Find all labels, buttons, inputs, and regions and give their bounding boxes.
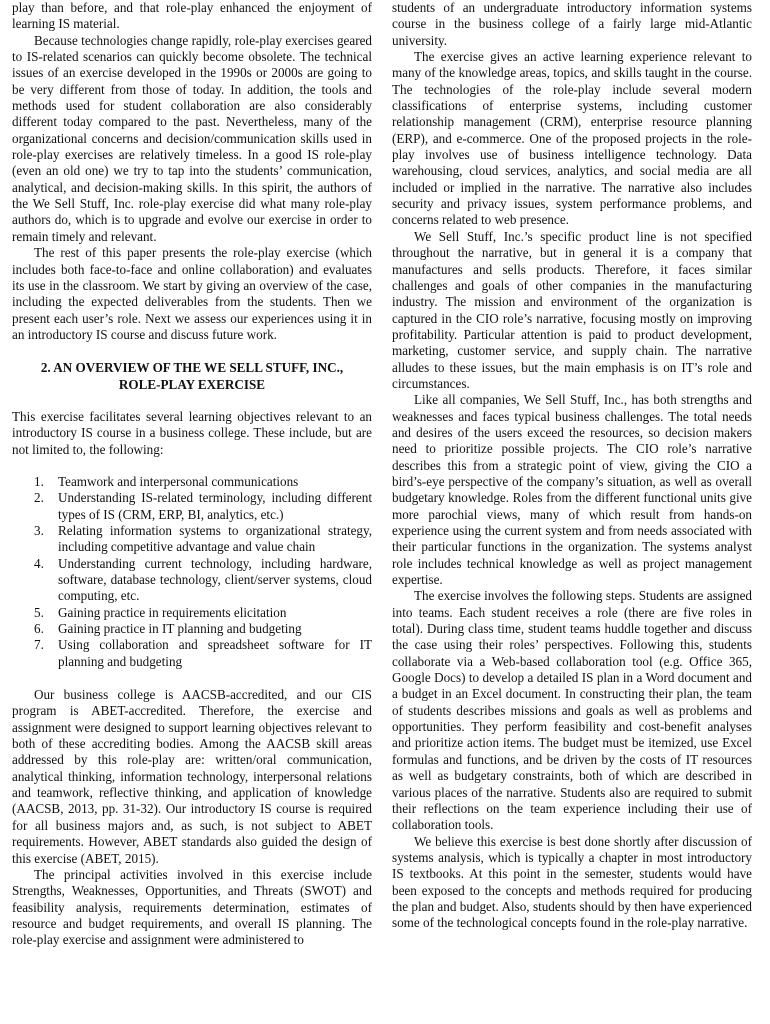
list-text: Teamwork and interpersonal communications xyxy=(58,473,299,489)
paragraph: Like all companies, We Sell Stuff, Inc., has both strengths and weaknesses and faces typical business challenges. The total needs and desires of the users exceed the resources, so decision makers need to prioritize possible projects. The CIO role’s narrative describes this from a strategic point of view, giving the CIO a bird’s-eye perspective of the company’s situation, as well as overall budgetary knowledge. Roles from the different functional units give more parochial views, many of which result from hands-on experience using the current system and from needs associated with their particular functions in the organization. The systems analyst role includes technical knowledge as well as project management expertise. xyxy=(392,392,752,588)
section-heading xyxy=(12,360,372,393)
right-column xyxy=(392,0,752,932)
list-number: 4. xyxy=(34,555,44,571)
list-number: 3. xyxy=(34,522,44,538)
list-item xyxy=(12,474,372,490)
list-item xyxy=(12,637,372,670)
paragraph: The rest of this paper presents the role-play exercise (which includes both face-to-face and online collaboration) and evaluates its use in the classroom. We start by giving an overview of the case, including the expected deliverables from the students. Then we present each user’s role. Next we assess our experiences using it in an introductory IS course and discuss future work. xyxy=(12,245,372,342)
list-text: Gaining practice in requirements elicitation xyxy=(58,604,287,620)
list-item xyxy=(12,621,372,637)
list-text: Using collaboration and spreadsheet software for IT planning and budgeting xyxy=(58,637,372,669)
learning-objectives-list xyxy=(12,474,372,670)
section-heading-line-1: 2. AN OVERVIEW OF THE WE SELL STUFF, INC., xyxy=(40,360,344,376)
paragraph: This exercise facilitates several learning objectives relevant to an introductory IS course in a business college. These include, but are not limited to, the following: xyxy=(12,408,372,457)
list-number: 1. xyxy=(34,473,44,489)
list-item xyxy=(12,523,372,556)
list-text: Understanding IS-related terminology, including different types of IS (CRM, ERP, BI, analytics, etc.) xyxy=(58,490,372,522)
list-item xyxy=(12,605,372,621)
section-heading-line-2: ROLE-PLAY EXERCISE xyxy=(118,376,266,392)
list-text: Relating information systems to organizational strategy, including competitive advantage and value chain xyxy=(58,522,372,555)
list-text: Gaining practice in IT planning and budgeting xyxy=(58,621,302,637)
paragraph: We believe this exercise is best done shortly after discussion of systems analysis, which is typically a chapter in most introductory IS textbooks. At this point in the semester, students would have been exposed to the concepts and methods required for producing the plan and budget. Also, students should by then have experienced some of the technological concepts found in the role-play narrative. xyxy=(392,833,752,931)
list-number: 5. xyxy=(34,604,44,620)
list-item xyxy=(12,490,372,523)
paragraph: The exercise involves the following steps. Students are assigned into teams. Each student receives a role (there are five roles in total). During class time, student teams huddle together and discuss the case using their roles’ perspectives. Following this, students collaborate via a Web-based collaboration tool (e.g. Office 365, Google Docs) to develop a detailed IS plan in a Word document and a budget in an Excel document. In constructing their plan, the team of students describes missions and goals as well as problems and opportunities. They perform feasibility and cost-benefit analyses and prioritize action items. The budget must be itemized, use Excel formulas and functions, and be driven by the costs of IT resources as well as budgetary constraints, both of which are described in various places of the narrative. Students also are required to submit their reflections on the team experience including their use of collaboration tools. xyxy=(392,588,752,833)
list-number: 6. xyxy=(34,621,44,637)
paragraph: students of an undergraduate introductory information systems course in the business college of a fairly large mid-Atlantic university. xyxy=(392,0,752,48)
paragraph: We Sell Stuff, Inc.’s specific product line is not specified throughout the narrative, but in general it is a company that manufactures and sells products. Therefore, it faces similar challenges and goals of other companies in the manufacturing industry. The mission and environment of the organization is captured in the CIO role’s narrative, focusing mostly on improving profitability. Particular attention is paid to product development, marketing, customer service, and supply chain. The narrative alludes to these issues, but the main emphasis is on IT’s role and circumstances. xyxy=(392,228,752,391)
list-number: 2. xyxy=(34,490,44,506)
list-item xyxy=(12,556,372,605)
list-text: Understanding current technology, including hardware, software, database technology, client/server systems, cloud computing, etc. xyxy=(58,555,372,604)
left-column xyxy=(12,0,372,949)
paragraph: Our business college is AACSB-accredited, and our CIS program is ABET-accredited. Therefore, the exercise and assignment were designed to support learning objectives relevant to both of these accrediting bodies. Among the AACSB skill areas addressed by this role-play are: written/oral communication, analytical thinking, information technology, interpersonal relations and teamwork, reflective thinking, and application of knowledge (AACSB, 2013, pp. 31-32). Our introductory IS course is required for all business majors and, as such, is not subject to ABET requirements. However, ABET standards also guided the design of this exercise (ABET, 2015). xyxy=(12,687,372,866)
paragraph: The principal activities involved in this exercise include Strengths, Weaknesses, Opportunities, and Threats (SWOT) and feasibility analysis, requirements determination, estimates of resource and budget requirements, and overall IS planning. The role-play exercise and assignment were administered to xyxy=(12,866,372,948)
paragraph: Because technologies change rapidly, role-play exercises geared to IS-related scenarios can quickly become obsolete. The technical issues of an exercise developed in the 1990s or 2000s are going to be very different from those of today. In addition, the tools and methods used for student collaboration are also considerably different today compared to the past. Nevertheless, many of the organizational concerns and decision/communication skills used in role-play exercises are relatively timeless. In a good IS role-play (even an old one) we try to tap into the students’ communication, analytical, and decision-making skills. In this spirit, the authors of the We Sell Stuff, Inc. role-play exercise did what many role-play authors do, which is to upgrade and evolve our exercise in order to remain timely and relevant. xyxy=(12,32,372,244)
list-number: 7. xyxy=(34,637,44,653)
paragraph: play than before, and that role-play enhanced the enjoyment of learning IS material. xyxy=(12,0,372,32)
paragraph: The exercise gives an active learning experience relevant to many of the knowledge areas, topics, and skills taught in the course. The technologies of the role-play include several modern classifications of enterprise systems, including customer relationship management (CRM), enterprise resource planning (ERP), and e-commerce. One of the proposed projects in the role-play involves use of business intelligence technology. Data warehousing, cloud services, analytics, and social media are all included or implied in the narrative. The narrative also includes security and privacy issues, system performance problems, and concerns related to web presence. xyxy=(392,49,752,228)
